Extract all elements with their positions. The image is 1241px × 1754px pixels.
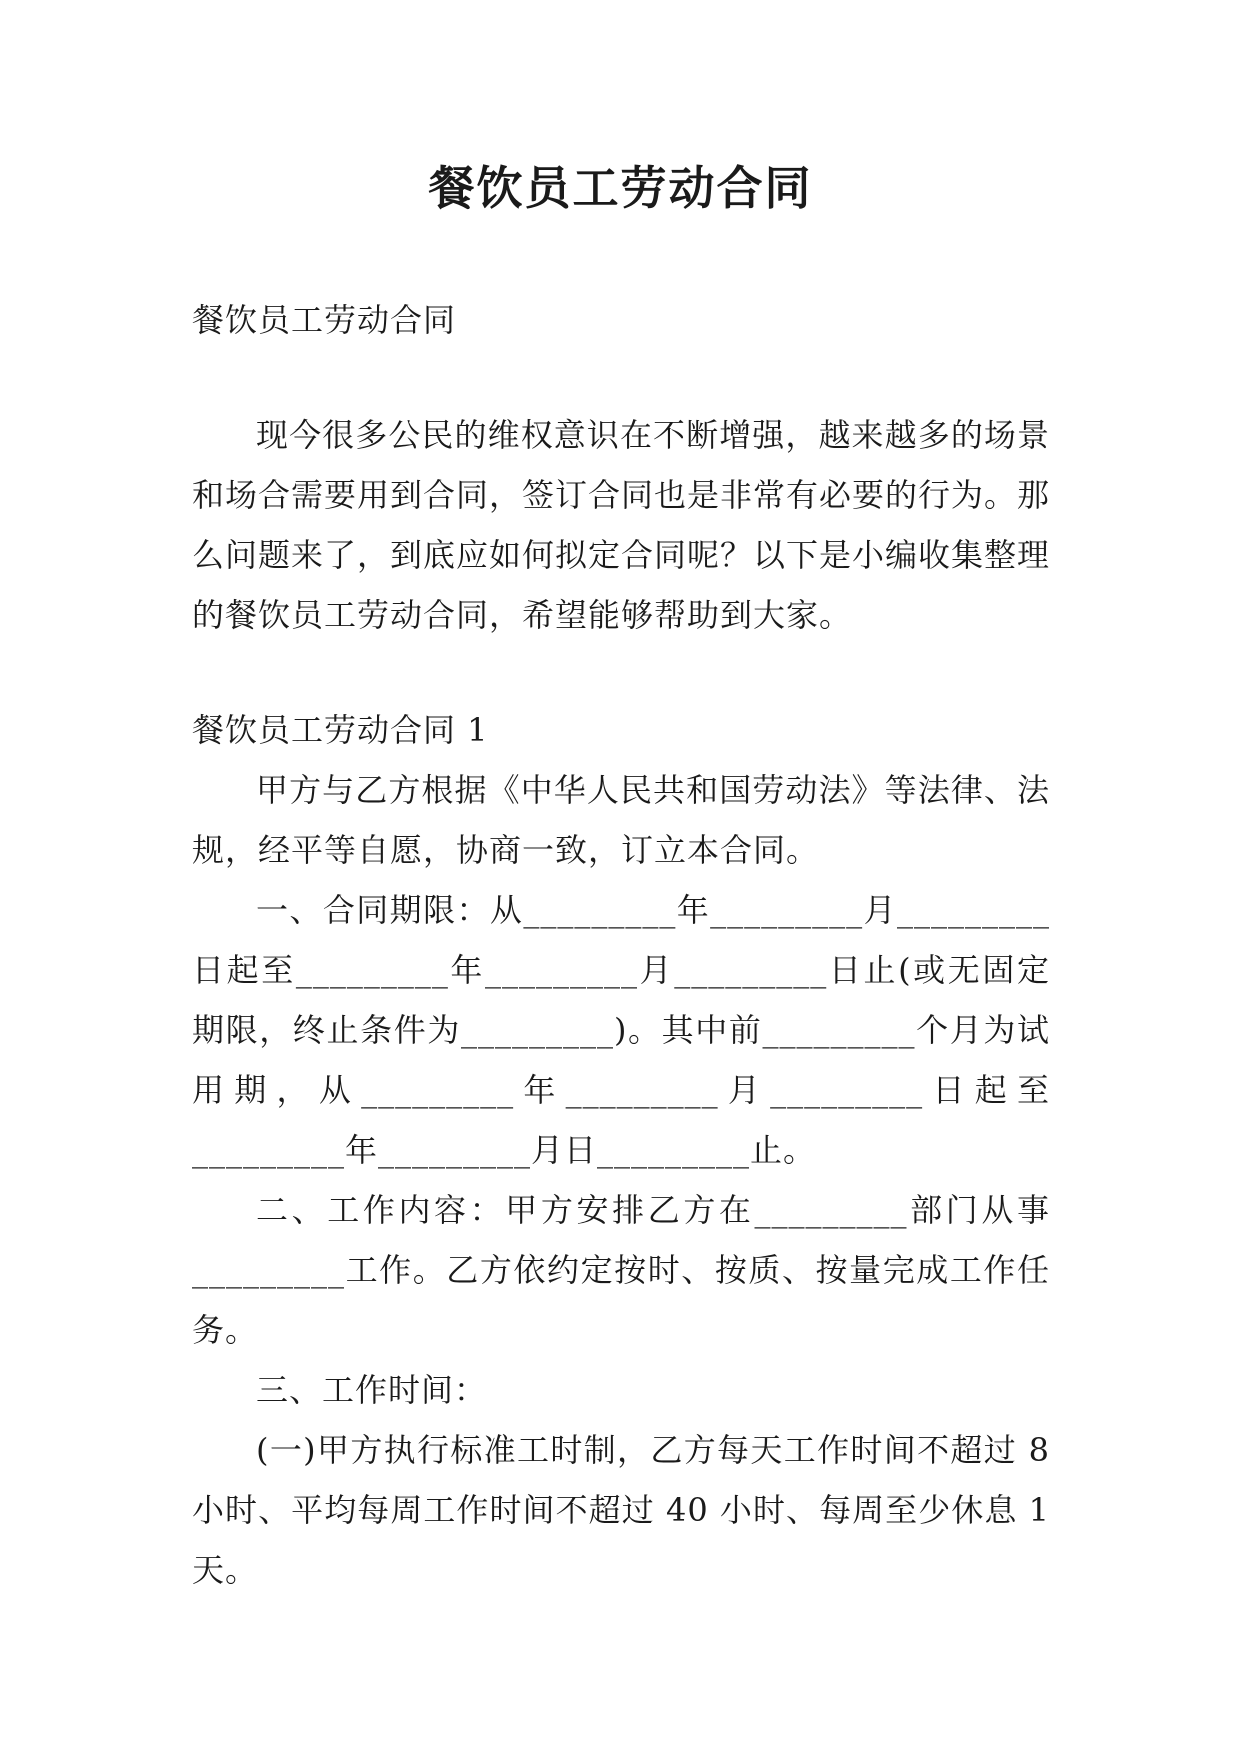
- paragraph-contract-term: 一、合同期限：从_________年_________月_________日起至_________年_________月_________日止(或无固定期限，终止条件为_________)。其中前_________个月为试用期，从_________年_________月_________日起至_________年_________月日_________止。: [192, 891, 1050, 1169]
- document-title: 餐饮员工劳动合同: [428, 161, 813, 215]
- paragraph-preamble: 甲方与乙方根据《中华人民共和国劳动法》等法律、法规，经平等自愿，协商一致，订立本合同。: [192, 771, 1050, 869]
- spacer: [192, 645, 1050, 700]
- document-body: [192, 290, 1050, 1600]
- paragraph-standard-hours: (一)甲方执行标准工时制，乙方每天工作时间不超过 8 小时、平均每周工作时间不超过 40 小时、每周至少休息 1 天。: [192, 1431, 1050, 1589]
- document-subtitle: 餐饮员工劳动合同: [192, 301, 457, 339]
- section-heading: 餐饮员工劳动合同 1: [192, 711, 489, 749]
- intro-paragraph: 现今很多公民的维权意识在不断增强，越来越多的场景和场合需要用到合同，签订合同也是非常有必要的行为。那么问题来了，到底应如何拟定合同呢？以下是小编收集整理的餐饮员工劳动合同，希望能够帮助到大家。: [192, 416, 1051, 634]
- paragraph-work-hours-heading: 三、工作时间：: [256, 1371, 488, 1409]
- paragraph-work-content: 二、工作内容：甲方安排乙方在_________部门从事_________工作。乙方依约定按时、按质、按量完成工作任务。: [192, 1191, 1050, 1349]
- spacer: [192, 350, 1050, 405]
